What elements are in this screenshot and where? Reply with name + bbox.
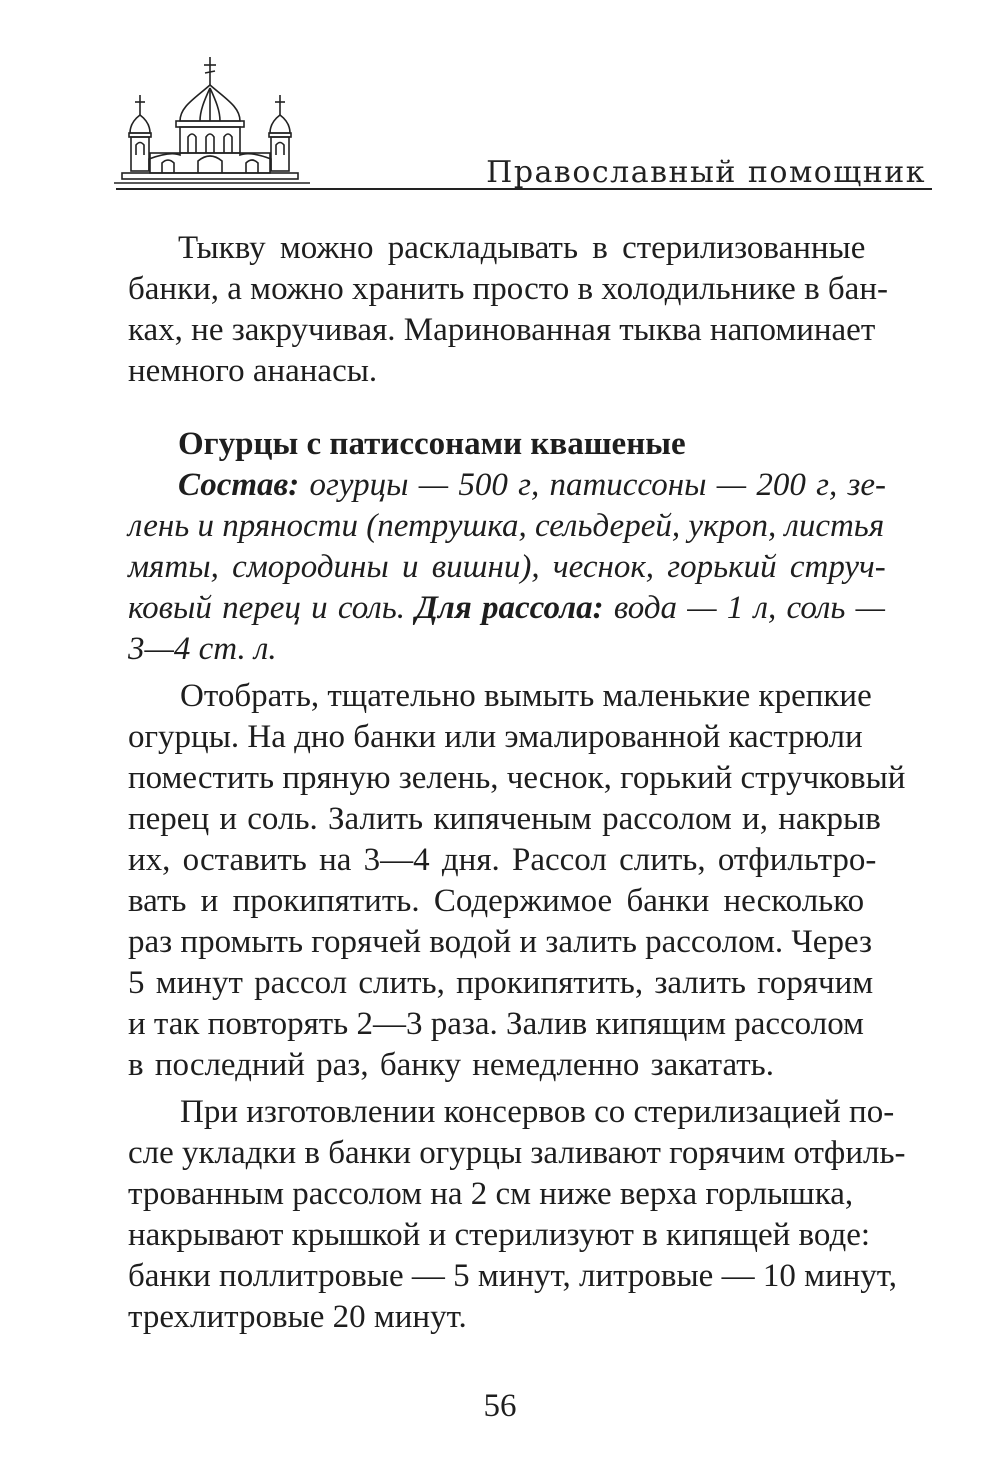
- text-line: огурцы. На дно банки или эмалированной кастрюли: [128, 719, 863, 755]
- text-line: в последний раз, банку немедленно закатать.: [128, 1047, 774, 1083]
- text-line: накрывают крышкой и стерилизуют в кипящей воде:: [128, 1217, 871, 1253]
- ingredients-block: [128, 465, 930, 670]
- text-line: их, оставить на 3—4 дня. Рассол слить, отфильтро-: [128, 842, 877, 878]
- brine-label: Для рассола:: [415, 590, 604, 626]
- ingredients-label: Состав:: [178, 467, 300, 503]
- text-line: сле укладки в банки огурцы заливают горячим отфиль-: [128, 1135, 906, 1171]
- paragraph: [128, 228, 930, 392]
- text-line: раз промыть горячей водой и залить рассолом. Через: [128, 924, 873, 960]
- ingredients-line: мяты, смородины и вишни), чеснок, горький струч-: [128, 549, 886, 585]
- text-line: поместить пряную зелень, чеснок, горький стручковый: [128, 760, 906, 796]
- text-line: и так повторять 2—3 раза. Залив кипящим рассолом: [128, 1006, 864, 1042]
- header-rule: [116, 188, 932, 190]
- text-line: трованным рассолом на 2 см ниже верха горлышка,: [128, 1176, 854, 1212]
- ingredients-line: вода — 1 л, соль —: [613, 590, 886, 626]
- text-line: При изготовлении консервов со стерилизацией по-: [180, 1094, 895, 1130]
- page-number: 56: [483, 1388, 517, 1424]
- ingredients-line: лень и пряности (петрушка, сельдерей, укроп, листья: [128, 508, 885, 544]
- page-body: [128, 228, 930, 1338]
- text-line: банки, а можно хранить просто в холодильнике в бан-: [128, 271, 888, 307]
- ingredients-line: ковый перец и соль.: [128, 590, 406, 626]
- text-line: немного ананасы.: [128, 353, 378, 389]
- method-block: [128, 676, 930, 1086]
- text-line: вать и прокипятить. Содержимое банки несколько: [128, 883, 865, 919]
- text-line: Отобрать, тщательно вымыть маленькие крепкие: [180, 678, 872, 714]
- ingredients-line: 3—4 ст. л.: [128, 631, 277, 667]
- text-line: Тыкву можно раскладывать в стерилизованные: [178, 230, 866, 266]
- text-line: перец и соль. Залить кипяченым рассолом и, накрыв: [128, 801, 881, 837]
- text-line: 5 минут рассол слить, прокипятить, залить горячим: [128, 965, 874, 1001]
- cathedral-icon: [110, 55, 310, 193]
- recipe-title: Огурцы с патиссонами квашеные: [178, 426, 686, 462]
- text-line: ках, не закручивая. Маринованная тыква напоминает: [128, 312, 876, 348]
- page-header: [110, 55, 930, 195]
- text-line: трехлитровые 20 минут.: [128, 1299, 467, 1335]
- text-line: банки поллитровые — 5 минут, литровые — 10 минут,: [128, 1258, 897, 1294]
- sterilization-block: [128, 1092, 930, 1338]
- ingredients-line: огурцы — 500 г, патиссоны — 200 г, зе-: [309, 467, 886, 503]
- running-title: Православный помощник: [486, 155, 926, 190]
